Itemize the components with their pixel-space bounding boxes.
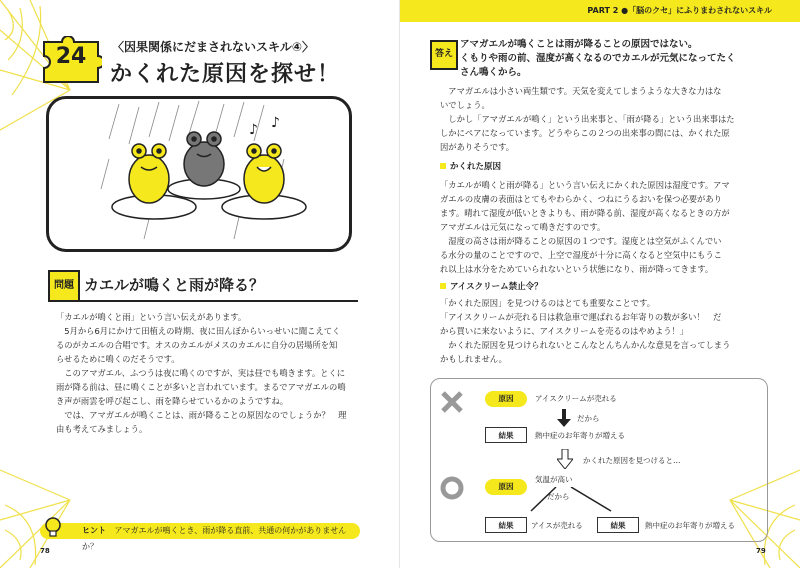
result-a-text: アイスが売れる [531,521,583,530]
result-box: 結果 [485,427,527,443]
lightbulb-icon [42,515,64,539]
body-line: アマガエルは元気になって鳴きだすのです。 [440,222,606,232]
body-line: 5月から6月にかけて田植えの時期、夜に田んぼからいっせいに聞こえてく [56,326,341,336]
correct-circle-icon [439,475,465,501]
body-line: る水分の量のことですので、上空で湿度が十分に高くなると空気中にもうこ [440,250,722,260]
body-line: るのがカエルの合唱です。オスのカエルがメスのカエルに自分の居場所を知 [56,340,338,350]
body-line: かくれた原因を見つけられないとこんなとんちんかんな意見を言ってしまう [440,340,731,350]
body-line: 「アイスクリームが売れる日は救急車で運ばれるお年寄りの数が多い！ だ [440,312,722,322]
body-line: アマガエルは小さい両生類です。天気を変えてしまうような大きな力はな [440,86,722,96]
question-label-box: 問題 [48,270,80,302]
wrong-cross-icon [439,389,465,415]
section-number: 24 [55,44,87,69]
body-line: いでしょう。 [440,100,490,110]
page-title: かくれた原因を探せ！ [110,62,341,87]
body-line: 「カエルが鳴くと雨」という言い伝えがあります。 [56,312,247,322]
body-line: 湿度の高さは雨が降ることの原因の１つです。湿度とは空気がふくんでい [440,236,722,246]
result-b-text: 熱中症のお年寄りが増える [645,521,735,530]
hollow-down-arrow-icon [557,449,573,469]
explanation-paragraph [440,84,770,154]
page-number: 79 [756,547,766,555]
body-line: き声が雨雲を呼び起こし、雨を降らせているかのようですね。 [56,396,289,406]
cause-effect-diagram [430,378,768,542]
body-line: しかし「アマガエルが鳴く」という出来事と、「雨が降る」という出来事はた [440,114,735,124]
dakara-text: だから [577,414,600,423]
hint-label: ヒント [82,526,106,535]
answer-line: くもりや雨の前、湿度が高くなるのでカエルが元気になってたく [460,53,736,64]
result-box: 結果 [485,517,527,533]
ice-cream-paragraph [440,296,770,366]
body-line: このアマガエル、ふつうは夜に鳴くのですが、実は昼でも鳴きます。とくに [56,368,346,378]
answer-line: アマガエルが鳴くことは雨が降ることの原因ではない。 [460,39,698,50]
right-cause-text: 気温が高い [535,475,573,484]
body-line: しかにペアになっています。どうやらこの２つの出来事の間には、かくれた原 [440,128,730,138]
body-line: らせるために鳴くのだそうです。 [56,354,180,364]
hidden-cause-paragraph [440,178,770,276]
series-title: 〈因果関係にだまされないスキル④〉 [112,40,315,54]
answer-text [460,38,760,80]
body-line: ます。晴れて湿度が低いときよりも、雨が降る前、湿度が高くなるときの方が [440,208,730,218]
body-line: 「かくれた原因」を見つけるのはとても重要なことです。 [440,298,656,308]
question-title-underline [48,300,358,302]
branch-arrows [491,487,691,517]
subheading-ice-cream: アイスクリーム禁止令？ [440,280,543,292]
body-line: 由も考えてみましょう。 [56,424,148,434]
body-line: では、アマガエルが鳴くことは、雨が降ることの原因なのでしょうか？ 理 [56,410,347,420]
body-line: れ以上は水分をためていられないという状態になり、雨が降ってきます。 [440,264,714,274]
answer-label: 答え [434,49,453,59]
body-line: かもしれません。 [440,354,507,364]
question-body [56,310,366,436]
answer-line: さん鳴くから。 [460,67,527,78]
question-title: カエルが鳴くと雨が降る？ [84,276,265,294]
body-line: から買いに来ないように、アイスクリームを売るのはやめよう！」 [440,326,689,336]
svg-text:♪: ♪ [271,115,280,131]
svg-text:♪: ♪ [249,122,258,138]
cause-pill: 原因 [485,479,527,495]
result-box: 結果 [597,517,639,533]
wrong-cause-text: アイスクリームが売れる [535,394,617,403]
wrong-result-text: 熱中症のお年寄りが増える [535,431,625,440]
down-arrow-icon [557,409,571,427]
frogs-in-rain-illustration [46,96,352,252]
body-line: 「カエルが鳴くと雨が降る」という言い伝えにかくれた原因は湿度です。アマ [440,180,730,190]
body-line: 雨が降る前は、昼に鳴くことが多いと言われています。まるでアマガエルの鳴 [56,382,346,392]
dakara-text: だから [547,492,570,501]
page-number: 78 [40,547,50,555]
body-line: ガエルの皮膚の表面はとてもやわらかく、つねにうるおいを保つ必要があり [440,194,722,204]
hint-text: アマガエルが鳴くとき、雨が降る直前、共通の何かがありませんか？ [82,526,347,551]
find-hidden-text: かくれた原因を見つけると… [583,456,681,465]
subheading-hidden-cause: かくれた原因 [440,160,501,172]
part-header: PART 2 ●「脳のクセ」にふりまわされないスキル [400,0,800,22]
body-line: 因がありそうです。 [440,142,515,152]
cause-pill: 原因 [485,391,527,407]
